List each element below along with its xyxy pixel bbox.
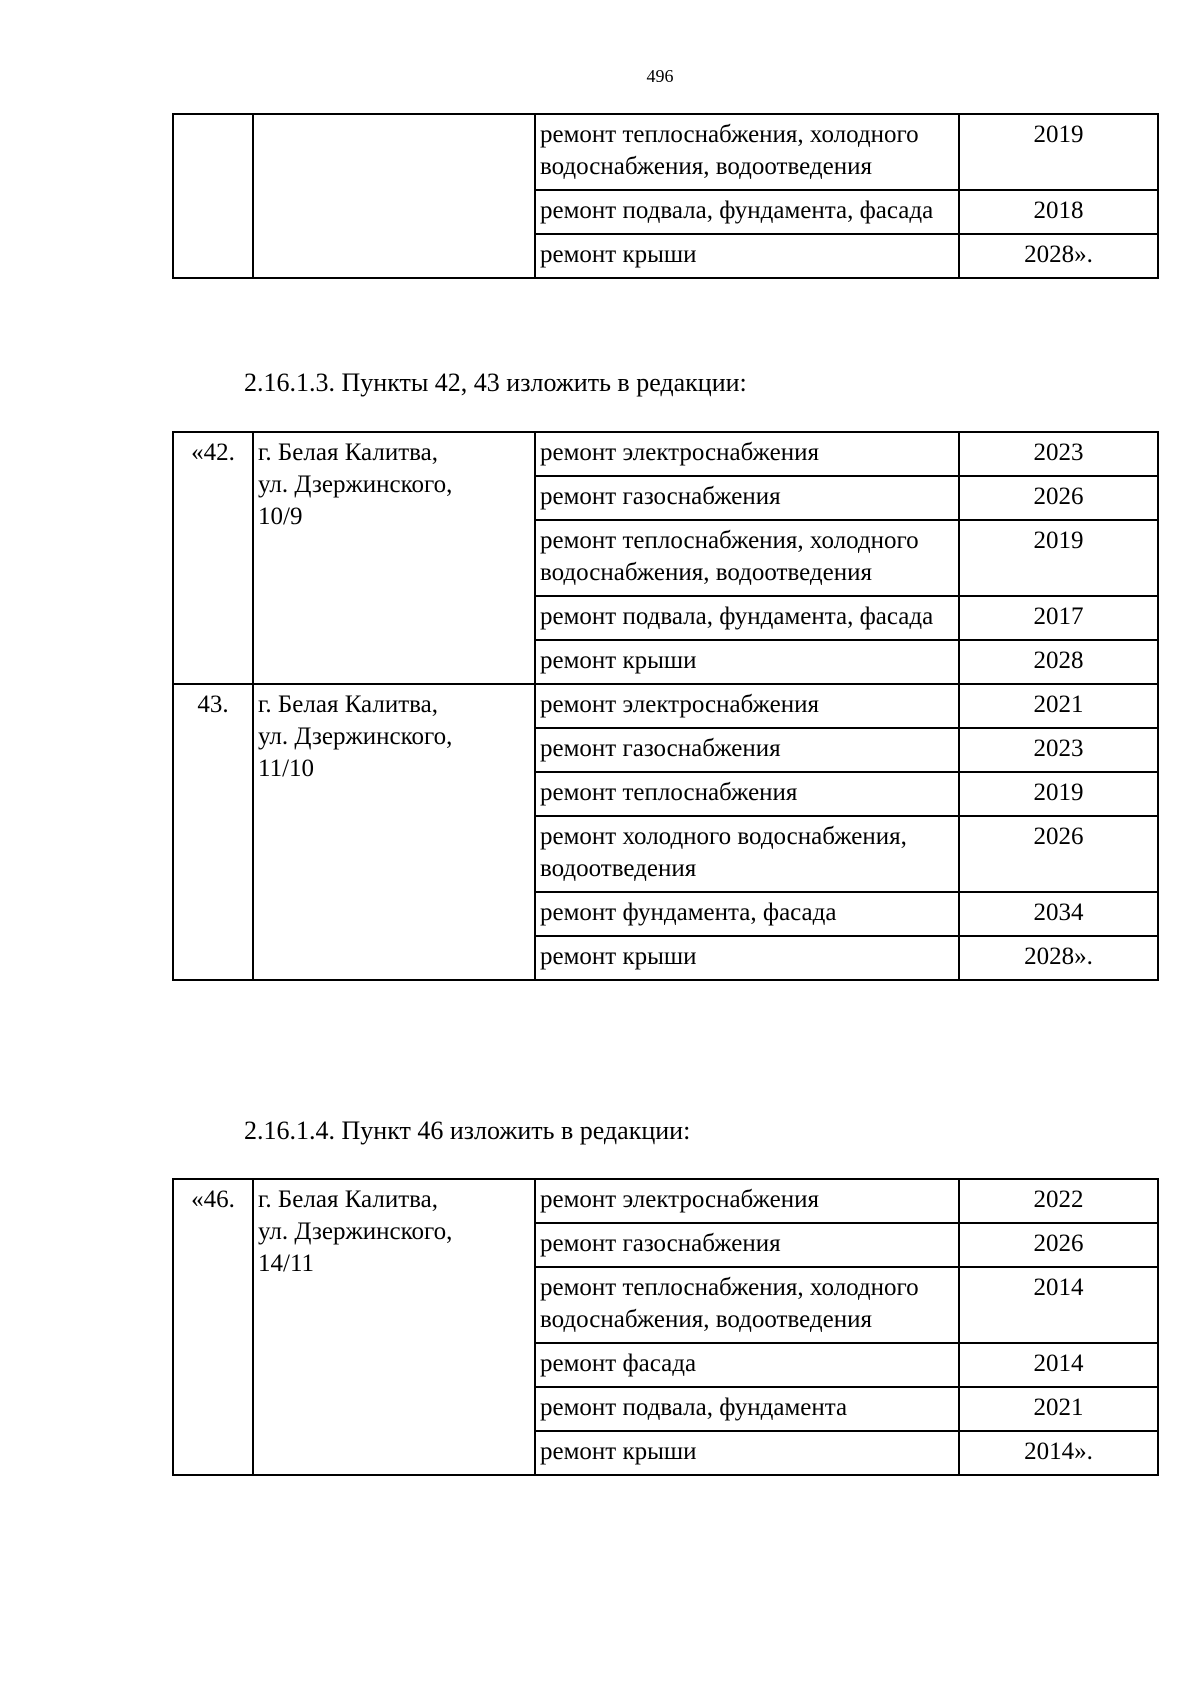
work-type-cell: ремонт электроснабжения	[535, 432, 959, 476]
address-house: 10/9	[258, 503, 303, 530]
address-cell	[253, 432, 535, 684]
work-type-cell: ремонт крыши	[535, 640, 959, 684]
item-number-cell: «46.	[173, 1179, 253, 1475]
amendment-paragraph: 2.16.1.3. Пункты 42, 43 изложить в редакции:	[244, 368, 747, 397]
table-row	[173, 684, 1158, 728]
work-type-cell: ремонт холодного водоснабжения, водоотведения	[535, 816, 959, 892]
year-cell: 2022	[959, 1179, 1158, 1223]
work-type-cell: ремонт газоснабжения	[535, 476, 959, 520]
item-number-cell: 43.	[173, 684, 253, 980]
year-cell: 2014	[959, 1267, 1158, 1343]
repair-table-item-46	[172, 1178, 1159, 1476]
year-cell: 2028».	[959, 936, 1158, 980]
year-cell: 2019	[959, 520, 1158, 596]
address-house: 11/10	[258, 755, 315, 782]
work-type-cell: ремонт электроснабжения	[535, 684, 959, 728]
work-type-cell: ремонт крыши	[535, 1431, 959, 1475]
table-row	[173, 114, 1158, 190]
item-number-cell	[173, 114, 253, 278]
address-house: 14/11	[258, 1250, 315, 1277]
repair-table-continued	[172, 113, 1159, 279]
work-type-cell: ремонт теплоснабжения, холодного водоснабжения, водоотведения	[535, 114, 959, 190]
year-cell: 2018	[959, 190, 1158, 234]
year-cell: 2026	[959, 476, 1158, 520]
work-type-cell: ремонт подвала, фундамента, фасада	[535, 596, 959, 640]
work-type-cell: ремонт теплоснабжения, холодного водоснабжения, водоотведения	[535, 520, 959, 596]
work-type-cell: ремонт фундамента, фасада	[535, 892, 959, 936]
work-type-cell: ремонт теплоснабжения, холодного водоснабжения, водоотведения	[535, 1267, 959, 1343]
work-type-cell: ремонт подвала, фундамента, фасада	[535, 190, 959, 234]
year-cell: 2017	[959, 596, 1158, 640]
address-city: г. Белая Калитва,	[258, 439, 438, 466]
item-number-cell: «42.	[173, 432, 253, 684]
address-street: ул. Дзержинского,	[258, 723, 453, 750]
year-cell: 2019	[959, 114, 1158, 190]
address-cell	[253, 114, 535, 278]
work-type-cell: ремонт крыши	[535, 936, 959, 980]
year-cell: 2021	[959, 684, 1158, 728]
year-cell: 2026	[959, 816, 1158, 892]
work-type-cell: ремонт подвала, фундамента	[535, 1387, 959, 1431]
address-street: ул. Дзержинского,	[258, 471, 453, 498]
work-type-cell: ремонт газоснабжения	[535, 728, 959, 772]
amendment-paragraph: 2.16.1.4. Пункт 46 изложить в редакции:	[244, 1116, 691, 1145]
address-street: ул. Дзержинского,	[258, 1218, 453, 1245]
work-type-cell: ремонт фасада	[535, 1343, 959, 1387]
year-cell: 2014».	[959, 1431, 1158, 1475]
year-cell: 2028	[959, 640, 1158, 684]
work-type-cell: ремонт крыши	[535, 234, 959, 278]
address-city: г. Белая Калитва,	[258, 691, 438, 718]
year-cell: 2028».	[959, 234, 1158, 278]
year-cell: 2034	[959, 892, 1158, 936]
year-cell: 2023	[959, 728, 1158, 772]
year-cell: 2019	[959, 772, 1158, 816]
year-cell: 2014	[959, 1343, 1158, 1387]
repair-table-items-42-43	[172, 431, 1159, 981]
table-row	[173, 432, 1158, 476]
address-city: г. Белая Калитва,	[258, 1186, 438, 1213]
work-type-cell: ремонт газоснабжения	[535, 1223, 959, 1267]
address-cell	[253, 684, 535, 980]
page-number: 496	[646, 66, 674, 86]
table-row	[173, 1179, 1158, 1223]
year-cell: 2021	[959, 1387, 1158, 1431]
address-cell	[253, 1179, 535, 1475]
year-cell: 2026	[959, 1223, 1158, 1267]
work-type-cell: ремонт теплоснабжения	[535, 772, 959, 816]
year-cell: 2023	[959, 432, 1158, 476]
work-type-cell: ремонт электроснабжения	[535, 1179, 959, 1223]
